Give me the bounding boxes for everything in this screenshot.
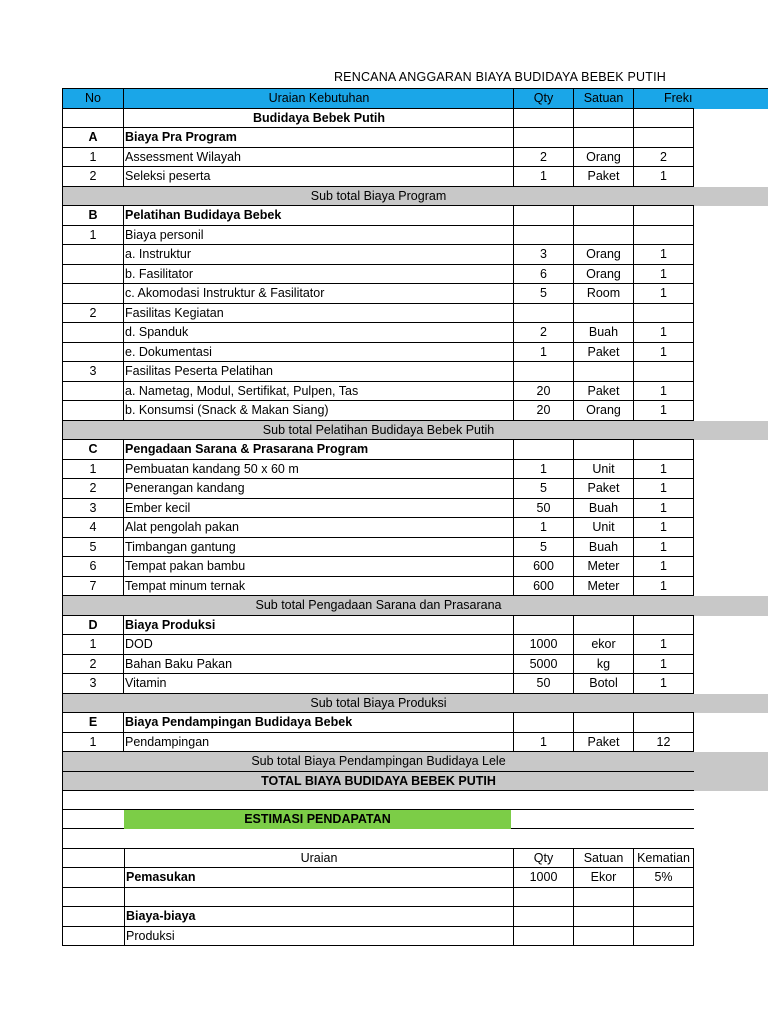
table-row — [62, 577, 768, 597]
cell-frekuensi[interactable]: 1 — [633, 284, 694, 304]
table-row — [62, 440, 768, 460]
cell-satuan[interactable]: Unit — [573, 518, 633, 538]
estimasi-cell-satuan[interactable] — [573, 907, 633, 927]
cell-uraian[interactable]: a. Instruktur — [123, 245, 513, 265]
cell-satuan[interactable]: Meter — [573, 557, 633, 577]
estimasi-header-uraian[interactable]: Uraian — [124, 849, 513, 869]
table-row — [62, 538, 768, 558]
cell-satuan[interactable]: Paket — [573, 167, 633, 187]
table-row — [62, 265, 768, 285]
estimasi-cell-kematian[interactable] — [633, 927, 694, 947]
cell-no[interactable] — [62, 245, 123, 265]
estimasi-cell-satuan[interactable] — [573, 927, 633, 947]
estimasi-header-blank[interactable] — [62, 849, 124, 869]
row-extension — [694, 421, 768, 441]
subtotal-row — [62, 752, 768, 772]
cell-uraian[interactable]: Budidaya Bebek Putih — [123, 109, 513, 129]
cell-no[interactable] — [62, 284, 123, 304]
subtotal-row — [62, 694, 768, 714]
cell-no[interactable]: 4 — [62, 518, 123, 538]
cell-satuan[interactable]: Buah — [573, 538, 633, 558]
cell-satuan[interactable] — [573, 128, 633, 148]
cell-satuan[interactable]: ekor — [573, 635, 633, 655]
estimasi-row — [0, 927, 768, 947]
table-row — [62, 733, 768, 753]
table-row — [62, 226, 768, 246]
table-row — [62, 460, 768, 480]
cell-uraian[interactable]: Biaya Pendampingan Budidaya Bebek — [123, 713, 513, 733]
subtotal-label[interactable]: Sub total Pengadaan Sarana dan Prasarana — [62, 596, 694, 616]
subtotal-label[interactable]: Sub total Biaya Produksi — [62, 694, 694, 714]
table-row — [62, 128, 768, 148]
blank-row — [0, 790, 768, 810]
table-row — [62, 557, 768, 577]
cell-satuan[interactable]: Orang — [573, 265, 633, 285]
cell-qty[interactable] — [513, 304, 573, 324]
cell-frekuensi[interactable] — [633, 206, 694, 226]
cell-qty[interactable] — [513, 226, 573, 246]
cell-no[interactable]: 5 — [62, 538, 123, 558]
cell-satuan[interactable] — [573, 109, 633, 129]
estimasi-header — [0, 849, 768, 869]
cell-uraian[interactable]: Fasilitas Peserta Pelatihan — [123, 362, 513, 382]
cell-uraian[interactable]: b. Fasilitator — [123, 265, 513, 285]
cell-no[interactable] — [62, 109, 123, 129]
cell-no[interactable]: 2 — [62, 655, 123, 675]
cell-satuan[interactable] — [573, 206, 633, 226]
estimasi-row — [0, 907, 768, 927]
cell-satuan[interactable]: Room — [573, 284, 633, 304]
cell-qty[interactable]: 1 — [513, 343, 573, 363]
estimasi-cell-qty[interactable]: 1000 — [513, 868, 573, 888]
cell-qty[interactable]: 3 — [513, 245, 573, 265]
subtotal-row — [62, 421, 768, 441]
table-row — [62, 245, 768, 265]
cell-no[interactable]: A — [62, 128, 123, 148]
cell-uraian[interactable]: DOD — [123, 635, 513, 655]
estimasi-header-kematian[interactable]: Kematian — [633, 849, 694, 869]
cell-no[interactable]: 2 — [62, 304, 123, 324]
cell-qty[interactable]: 50 — [513, 674, 573, 694]
row-extension — [694, 694, 768, 714]
header-uraian[interactable]: Uraian Kebutuhan — [123, 89, 513, 109]
cell-no[interactable]: 3 — [62, 499, 123, 519]
cell-qty[interactable] — [513, 206, 573, 226]
cell-uraian[interactable]: Tempat pakan bambu — [123, 557, 513, 577]
table-row — [62, 382, 768, 402]
cell-satuan[interactable] — [573, 440, 633, 460]
table-row — [62, 479, 768, 499]
cell-uraian[interactable]: Timbangan gantung — [123, 538, 513, 558]
estimasi-cell-qty[interactable] — [513, 907, 573, 927]
cell-no[interactable]: D — [62, 616, 123, 636]
cell-frekuensi[interactable] — [633, 362, 694, 382]
cell-frekuensi[interactable]: 1 — [633, 557, 694, 577]
cell-satuan[interactable]: Buah — [573, 499, 633, 519]
cell-no[interactable]: 1 — [62, 148, 123, 168]
cell-qty[interactable] — [513, 440, 573, 460]
cell-frekuensi[interactable]: 1 — [633, 538, 694, 558]
cell-no[interactable]: 2 — [62, 167, 123, 187]
cell-uraian[interactable]: Biaya Produksi — [123, 616, 513, 636]
cell-qty[interactable]: 6 — [513, 265, 573, 285]
row-extension — [694, 596, 768, 616]
estimasi-cell-uraian[interactable]: Biaya-biaya — [124, 907, 513, 927]
budget-table — [62, 88, 768, 791]
cell-frekuensi[interactable] — [633, 616, 694, 636]
cell-uraian[interactable]: Pembuatan kandang 50 x 60 m — [123, 460, 513, 480]
table-row — [62, 167, 768, 187]
estimasi-cell-blank[interactable] — [62, 927, 124, 947]
estimasi-header-qty[interactable]: Qty — [513, 849, 573, 869]
cell-uraian[interactable]: Tempat minum ternak — [123, 577, 513, 597]
cell-qty[interactable]: 5 — [513, 284, 573, 304]
cell-qty[interactable] — [513, 109, 573, 129]
cell-qty[interactable] — [513, 713, 573, 733]
table-row — [62, 362, 768, 382]
estimasi-section — [0, 790, 768, 946]
cell-satuan[interactable] — [573, 304, 633, 324]
estimasi-cell-satuan[interactable] — [573, 888, 633, 908]
estimasi-cell-qty[interactable] — [513, 927, 573, 947]
cell-uraian[interactable]: d. Spanduk — [123, 323, 513, 343]
cell-frekuensi[interactable] — [633, 226, 694, 246]
cell-qty[interactable]: 20 — [513, 382, 573, 402]
row-extension — [694, 772, 768, 792]
header-qty[interactable]: Qty — [513, 89, 573, 109]
estimasi-cell-uraian[interactable] — [124, 888, 513, 908]
subtotal-label[interactable]: Sub total Biaya Program — [62, 187, 694, 207]
cell-frekuensi[interactable]: 1 — [633, 245, 694, 265]
cell-no[interactable] — [62, 265, 123, 285]
cell-qty[interactable]: 50 — [513, 499, 573, 519]
cell-satuan[interactable]: Orang — [573, 401, 633, 421]
cell-frekuensi[interactable]: 1 — [633, 401, 694, 421]
total-row — [62, 772, 768, 792]
header-extension — [694, 89, 768, 109]
cell-satuan[interactable] — [573, 362, 633, 382]
cell-satuan[interactable]: Unit — [573, 460, 633, 480]
row-extension — [694, 752, 768, 772]
cell-satuan[interactable]: Meter — [573, 577, 633, 597]
cell-frekuensi[interactable] — [633, 440, 694, 460]
cell-frekuensi[interactable] — [633, 109, 694, 129]
table-row — [62, 674, 768, 694]
cell-frekuensi[interactable]: 1 — [633, 518, 694, 538]
cell-qty[interactable]: 1 — [513, 460, 573, 480]
estimasi-cell-blank[interactable] — [62, 907, 124, 927]
cell-no[interactable]: 3 — [62, 362, 123, 382]
header-no[interactable]: No — [62, 89, 123, 109]
estimasi-cell-kematian[interactable]: 5% — [633, 868, 694, 888]
cell-frekuensi[interactable]: 1 — [633, 635, 694, 655]
cell-qty[interactable]: 600 — [513, 557, 573, 577]
cell-uraian[interactable]: Biaya Pra Program — [123, 128, 513, 148]
cell-qty[interactable]: 5 — [513, 479, 573, 499]
cell-uraian[interactable]: Penerangan kandang — [123, 479, 513, 499]
table-row — [62, 616, 768, 636]
cell-uraian[interactable]: Biaya personil — [123, 226, 513, 246]
cell-no[interactable] — [62, 343, 123, 363]
cell-qty[interactable]: 5000 — [513, 655, 573, 675]
cell-satuan[interactable]: Paket — [573, 382, 633, 402]
estimasi-cell-qty[interactable] — [513, 888, 573, 908]
cell-uraian[interactable]: b. Konsumsi (Snack & Makan Siang) — [123, 401, 513, 421]
cell-qty[interactable]: 1 — [513, 733, 573, 753]
cell-frekuensi[interactable]: 1 — [633, 265, 694, 285]
table-row — [62, 655, 768, 675]
cell-qty[interactable] — [513, 616, 573, 636]
cell-satuan[interactable]: Buah — [573, 323, 633, 343]
cell-no[interactable]: 1 — [62, 226, 123, 246]
cell-satuan[interactable]: Orang — [573, 148, 633, 168]
cell-qty[interactable]: 2 — [513, 148, 573, 168]
cell-no[interactable]: B — [62, 206, 123, 226]
table-row — [62, 148, 768, 168]
header-satuan[interactable]: Satuan — [573, 89, 633, 109]
cell-no[interactable]: E — [62, 713, 123, 733]
cell-frekuensi[interactable]: 1 — [633, 479, 694, 499]
estimasi-header-satuan[interactable]: Satuan — [573, 849, 633, 869]
blank-row — [0, 829, 768, 849]
cell-uraian[interactable]: Ember kecil — [123, 499, 513, 519]
cell-no[interactable]: 7 — [62, 577, 123, 597]
cell-no[interactable] — [62, 382, 123, 402]
row-extension — [694, 187, 768, 207]
cell-satuan[interactable]: Orang — [573, 245, 633, 265]
cell-no[interactable]: 3 — [62, 674, 123, 694]
header-frekuensi[interactable]: Frekı — [633, 89, 694, 109]
cell-no[interactable] — [62, 323, 123, 343]
cell-satuan[interactable] — [573, 616, 633, 636]
cell-satuan[interactable] — [573, 226, 633, 246]
cell-frekuensi[interactable] — [633, 304, 694, 324]
cell-qty[interactable] — [513, 362, 573, 382]
cell-no[interactable]: 1 — [62, 635, 123, 655]
cell-frekuensi[interactable]: 12 — [633, 733, 694, 753]
blank-row — [62, 790, 694, 810]
table-row — [62, 206, 768, 226]
subtotal-label[interactable]: Sub total Pelatihan Budidaya Bebek Putih — [62, 421, 694, 441]
table-row — [62, 304, 768, 324]
cell-no[interactable]: 2 — [62, 479, 123, 499]
cell-frekuensi[interactable]: 1 — [633, 323, 694, 343]
subtotal-label[interactable]: Sub total Biaya Pendampingan Budidaya Lele — [62, 752, 694, 772]
estimasi-row — [0, 888, 768, 908]
total-label[interactable]: TOTAL BIAYA BUDIDAYA BEBEK PUTIH — [62, 772, 694, 792]
cell-frekuensi[interactable] — [633, 713, 694, 733]
cell-uraian[interactable]: c. Akomodasi Instruktur & Fasilitator — [123, 284, 513, 304]
cell-frekuensi[interactable]: 1 — [633, 382, 694, 402]
table-row — [62, 499, 768, 519]
cell-frekuensi[interactable]: 1 — [633, 674, 694, 694]
estimasi-cell-kematian[interactable] — [633, 888, 694, 908]
cell-qty[interactable] — [513, 128, 573, 148]
blank-row — [62, 829, 694, 849]
subtotal-row — [62, 596, 768, 616]
cell-qty[interactable]: 1000 — [513, 635, 573, 655]
estimasi-title[interactable]: ESTIMASI PENDAPATAN — [124, 810, 511, 830]
cell-uraian[interactable]: Fasilitas Kegiatan — [123, 304, 513, 324]
estimasi-cell-kematian[interactable] — [633, 907, 694, 927]
estimasi-cell-uraian[interactable]: Produksi — [124, 927, 513, 947]
cell-uraian[interactable]: Assessment Wilayah — [123, 148, 513, 168]
cell-frekuensi[interactable]: 1 — [633, 460, 694, 480]
cell-frekuensi[interactable]: 1 — [633, 167, 694, 187]
cell-satuan[interactable]: Paket — [573, 343, 633, 363]
cell-uraian[interactable]: Pendampingan — [123, 733, 513, 753]
table-row — [62, 109, 768, 129]
cell-uraian[interactable]: Alat pengolah pakan — [123, 518, 513, 538]
cell-uraian[interactable]: Seleksi peserta — [123, 167, 513, 187]
subtotal-row — [62, 187, 768, 207]
estimasi-title-row — [0, 810, 768, 830]
estimasi-cell-blank[interactable] — [62, 888, 124, 908]
table-header — [62, 88, 768, 109]
cell-uraian[interactable]: Vitamin — [123, 674, 513, 694]
table-row — [62, 401, 768, 421]
cell-frekuensi[interactable] — [633, 128, 694, 148]
cell-uraian[interactable]: Pelatihan Budidaya Bebek — [123, 206, 513, 226]
cell-satuan[interactable] — [573, 713, 633, 733]
cell-satuan[interactable]: Paket — [573, 479, 633, 499]
cell-qty[interactable]: 1 — [513, 167, 573, 187]
estimasi-cell-uraian[interactable]: Pemasukan — [124, 868, 513, 888]
cell-frekuensi[interactable]: 1 — [633, 343, 694, 363]
cell-uraian[interactable]: a. Nametag, Modul, Sertifikat, Pulpen, Tas — [123, 382, 513, 402]
cell-qty[interactable]: 600 — [513, 577, 573, 597]
cell-qty[interactable]: 1 — [513, 518, 573, 538]
cell-satuan[interactable]: Botol — [573, 674, 633, 694]
cell-uraian[interactable]: Bahan Baku Pakan — [123, 655, 513, 675]
table-row — [62, 343, 768, 363]
table-row — [62, 518, 768, 538]
cell-qty[interactable]: 5 — [513, 538, 573, 558]
cell-qty[interactable]: 20 — [513, 401, 573, 421]
cell-satuan[interactable]: kg — [573, 655, 633, 675]
cell-no[interactable]: 6 — [62, 557, 123, 577]
cell-no[interactable]: 1 — [62, 460, 123, 480]
estimasi-cell-blank[interactable] — [62, 868, 124, 888]
sheet-title: RENCANA ANGGARAN BIAYA BUDIDAYA BEBEK PUTIH — [333, 70, 667, 84]
cell-uraian[interactable]: Pengadaan Sarana & Prasarana Program — [123, 440, 513, 460]
table-row — [62, 323, 768, 343]
cell-frekuensi[interactable]: 2 — [633, 148, 694, 168]
cell-uraian[interactable]: e. Dokumentasi — [123, 343, 513, 363]
cell-frekuensi[interactable]: 1 — [633, 577, 694, 597]
cell-frekuensi[interactable]: 1 — [633, 499, 694, 519]
cell-satuan[interactable]: Paket — [573, 733, 633, 753]
cell-no[interactable]: C — [62, 440, 123, 460]
table-row — [62, 635, 768, 655]
cell-no[interactable]: 1 — [62, 733, 123, 753]
estimasi-cell-satuan[interactable]: Ekor — [573, 868, 633, 888]
estimasi-row — [0, 868, 768, 888]
table-row — [62, 713, 768, 733]
cell-frekuensi[interactable]: 1 — [633, 655, 694, 675]
cell-no[interactable] — [62, 401, 123, 421]
cell-qty[interactable]: 2 — [513, 323, 573, 343]
table-row — [62, 284, 768, 304]
